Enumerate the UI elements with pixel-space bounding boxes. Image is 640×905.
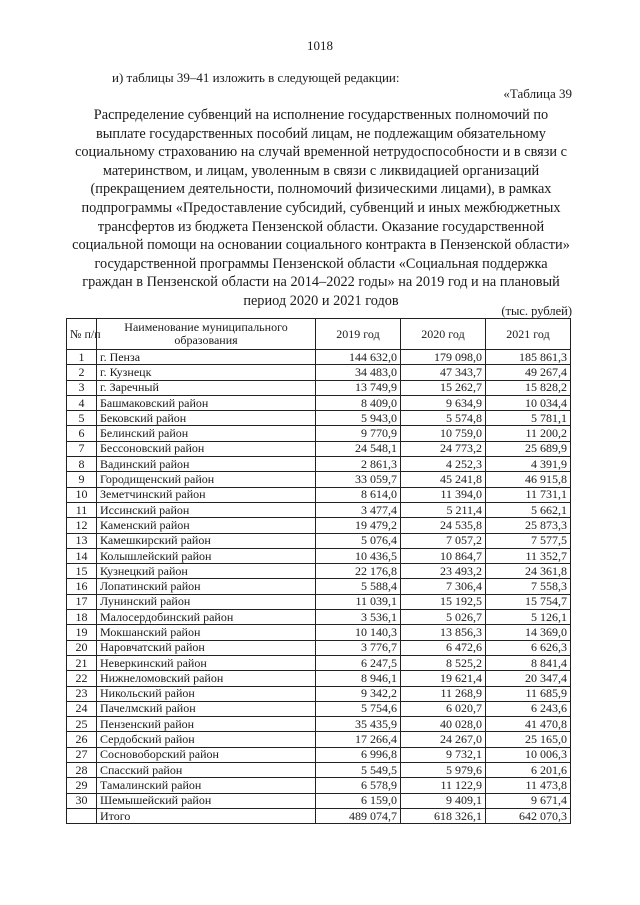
table-header-row [67, 319, 571, 350]
value-2019: 5 754,6 [316, 701, 401, 716]
table-row [67, 579, 571, 594]
header-2020: 2020 год [401, 319, 486, 350]
value-2021: 5 126,1 [486, 610, 571, 625]
row-name: Пачелмский район [97, 701, 316, 716]
row-number: 3 [67, 380, 97, 395]
row-number: 29 [67, 778, 97, 793]
value-2021: 25 165,0 [486, 732, 571, 747]
row-name: Малосердобинский район [97, 610, 316, 625]
row-number: 23 [67, 686, 97, 701]
value-2021: 6 626,3 [486, 640, 571, 655]
row-number: 1 [67, 350, 97, 365]
value-2019: 8 946,1 [316, 671, 401, 686]
value-2020: 10 864,7 [401, 548, 486, 563]
row-name: Нижнеломовский район [97, 671, 316, 686]
value-2021: 11 685,9 [486, 686, 571, 701]
header-name: Наименование муниципального образования [97, 319, 316, 350]
row-name: Наровчатский район [97, 640, 316, 655]
table-row [67, 655, 571, 670]
value-2019: 13 749,9 [316, 380, 401, 395]
value-2021: 14 369,0 [486, 625, 571, 640]
row-name: Вадинский район [97, 457, 316, 472]
row-name: Пензенский район [97, 717, 316, 732]
value-2019: 5 549,5 [316, 763, 401, 778]
table-row [67, 441, 571, 456]
table-row [67, 717, 571, 732]
value-2021: 11 200,2 [486, 426, 571, 441]
value-2019: 35 435,9 [316, 717, 401, 732]
row-number [67, 808, 97, 823]
table-row [67, 365, 571, 380]
table-row [67, 763, 571, 778]
row-number: 19 [67, 625, 97, 640]
value-2021: 642 070,3 [486, 808, 571, 823]
value-2019: 3 477,4 [316, 502, 401, 517]
value-2021: 15 828,2 [486, 380, 571, 395]
value-2021: 11 352,7 [486, 548, 571, 563]
row-number: 22 [67, 671, 97, 686]
value-2021: 5 781,1 [486, 411, 571, 426]
value-2019: 34 483,0 [316, 365, 401, 380]
value-2019: 5 588,4 [316, 579, 401, 594]
value-2021: 25 873,3 [486, 518, 571, 533]
row-number: 4 [67, 395, 97, 410]
row-number: 10 [67, 487, 97, 502]
row-name: Каменский район [97, 518, 316, 533]
value-2019: 6 159,0 [316, 793, 401, 808]
value-2020: 7 057,2 [401, 533, 486, 548]
row-number: 27 [67, 747, 97, 762]
value-2020: 618 326,1 [401, 808, 486, 823]
value-2020: 5 211,4 [401, 502, 486, 517]
table-row [67, 778, 571, 793]
row-name: Неверкинский район [97, 655, 316, 670]
value-2019: 19 479,2 [316, 518, 401, 533]
row-name: Итого [97, 808, 316, 823]
row-number: 30 [67, 793, 97, 808]
table-heading: Распределение субвенций на исполнение государственных полномочий по выплате государственных пособий лицам, не подлежащим обязательному социальному страхованию на случай временной нетрудоспособности и в связи с материнством, и лицам, уволенным в связи с ликвидацией организаций (прекращением деятельности, полномочий физическими лицами), в рамках подпрограммы «Предоставление субсидий, субвенций и иных межбюджетных трансфертов из бюджета Пензенской области. Оказание государственной социальной помощи на основании социального контракта в Пензенской области» государственной программы Пензенской области «Социальная поддержка граждан в Пензенской области на 2014–2022 годы» на 2019 год и на плановый период 2020 и 2021 годов [72, 107, 570, 309]
value-2021: 11 473,8 [486, 778, 571, 793]
row-number: 8 [67, 457, 97, 472]
row-name: Лопатинский район [97, 579, 316, 594]
value-2019: 5 076,4 [316, 533, 401, 548]
value-2021: 49 267,4 [486, 365, 571, 380]
table-row [67, 640, 571, 655]
table-row [67, 502, 571, 517]
table-body [67, 350, 571, 824]
value-2019: 9 770,9 [316, 426, 401, 441]
table-reference: «Таблица 39 [503, 86, 572, 101]
row-name: Колышлейский район [97, 548, 316, 563]
value-2021: 6 201,6 [486, 763, 571, 778]
value-2019: 10 140,3 [316, 625, 401, 640]
units-note: (тыс. рублей) [501, 304, 572, 318]
value-2019: 144 632,0 [316, 350, 401, 365]
row-number: 14 [67, 548, 97, 563]
header-num: № п/п [67, 319, 97, 350]
row-number: 2 [67, 365, 97, 380]
value-2021: 41 470,8 [486, 717, 571, 732]
row-name: Сердобский район [97, 732, 316, 747]
row-number: 26 [67, 732, 97, 747]
row-number: 7 [67, 441, 97, 456]
value-2019: 8 409,0 [316, 395, 401, 410]
table-row [67, 350, 571, 365]
value-2020: 9 409,1 [401, 793, 486, 808]
row-name: Городищенский район [97, 472, 316, 487]
table-row [67, 548, 571, 563]
header-2021: 2021 год [486, 319, 571, 350]
row-name: Бековский район [97, 411, 316, 426]
value-2021: 24 361,8 [486, 564, 571, 579]
value-2020: 5 026,7 [401, 610, 486, 625]
table-row [67, 395, 571, 410]
page-number: 1018 [307, 38, 333, 53]
value-2021: 25 689,9 [486, 441, 571, 456]
value-2021: 15 754,7 [486, 594, 571, 609]
row-name: Никольский район [97, 686, 316, 701]
row-number: 9 [67, 472, 97, 487]
row-name: Бессоновский район [97, 441, 316, 456]
value-2019: 6 578,9 [316, 778, 401, 793]
table-row [67, 426, 571, 441]
row-name: г. Пенза [97, 350, 316, 365]
table-row [67, 671, 571, 686]
row-name: Шемышейский район [97, 793, 316, 808]
value-2020: 7 306,4 [401, 579, 486, 594]
value-2021: 185 861,3 [486, 350, 571, 365]
value-2020: 9 732,1 [401, 747, 486, 762]
row-number: 24 [67, 701, 97, 716]
value-2021: 4 391,9 [486, 457, 571, 472]
table-row [67, 457, 571, 472]
table-row [67, 594, 571, 609]
table-row [67, 472, 571, 487]
row-name: Иссинский район [97, 502, 316, 517]
value-2019: 9 342,2 [316, 686, 401, 701]
row-name: Сосновоборский район [97, 747, 316, 762]
value-2021: 46 915,8 [486, 472, 571, 487]
table-row [67, 487, 571, 502]
value-2019: 3 536,1 [316, 610, 401, 625]
value-2020: 10 759,0 [401, 426, 486, 441]
row-number: 12 [67, 518, 97, 533]
subventions-table [66, 318, 571, 824]
value-2020: 6 020,7 [401, 701, 486, 716]
row-number: 16 [67, 579, 97, 594]
row-name: Кузнецкий район [97, 564, 316, 579]
row-name: Лунинский район [97, 594, 316, 609]
row-name: Спасский район [97, 763, 316, 778]
intro-text: и) таблицы 39–41 изложить в следующей редакции: [112, 70, 400, 85]
value-2021: 7 558,3 [486, 579, 571, 594]
row-number: 13 [67, 533, 97, 548]
value-2019: 8 614,0 [316, 487, 401, 502]
value-2019: 10 436,5 [316, 548, 401, 563]
table-row [67, 625, 571, 640]
value-2020: 5 979,6 [401, 763, 486, 778]
value-2020: 179 098,0 [401, 350, 486, 365]
value-2020: 40 028,0 [401, 717, 486, 732]
value-2019: 6 247,5 [316, 655, 401, 670]
table-row [67, 793, 571, 808]
value-2020: 24 267,0 [401, 732, 486, 747]
row-number: 11 [67, 502, 97, 517]
value-2021: 7 577,5 [486, 533, 571, 548]
table-row [67, 533, 571, 548]
table-row [67, 411, 571, 426]
value-2019: 2 861,3 [316, 457, 401, 472]
row-name: Камешкирский район [97, 533, 316, 548]
value-2019: 17 266,4 [316, 732, 401, 747]
total-row [67, 808, 571, 823]
value-2021: 5 662,1 [486, 502, 571, 517]
row-number: 6 [67, 426, 97, 441]
value-2020: 24 535,8 [401, 518, 486, 533]
table-row [67, 732, 571, 747]
table-row [67, 747, 571, 762]
value-2020: 24 773,2 [401, 441, 486, 456]
value-2019: 3 776,7 [316, 640, 401, 655]
table-row [67, 701, 571, 716]
row-number: 17 [67, 594, 97, 609]
table-row [67, 518, 571, 533]
value-2019: 5 943,0 [316, 411, 401, 426]
value-2020: 11 394,0 [401, 487, 486, 502]
value-2020: 23 493,2 [401, 564, 486, 579]
value-2019: 489 074,7 [316, 808, 401, 823]
value-2019: 33 059,7 [316, 472, 401, 487]
value-2020: 15 192,5 [401, 594, 486, 609]
row-number: 18 [67, 610, 97, 625]
value-2019: 22 176,8 [316, 564, 401, 579]
value-2020: 11 268,9 [401, 686, 486, 701]
value-2020: 4 252,3 [401, 457, 486, 472]
value-2021: 9 671,4 [486, 793, 571, 808]
value-2020: 8 525,2 [401, 655, 486, 670]
row-name: Мокшанский район [97, 625, 316, 640]
value-2020: 15 262,7 [401, 380, 486, 395]
value-2020: 9 634,9 [401, 395, 486, 410]
value-2020: 19 621,4 [401, 671, 486, 686]
value-2021: 10 006,3 [486, 747, 571, 762]
value-2020: 45 241,8 [401, 472, 486, 487]
row-number: 25 [67, 717, 97, 732]
value-2021: 10 034,4 [486, 395, 571, 410]
row-number: 21 [67, 655, 97, 670]
row-name: Земетчинский район [97, 487, 316, 502]
row-number: 15 [67, 564, 97, 579]
row-name: Тамалинский район [97, 778, 316, 793]
value-2020: 6 472,6 [401, 640, 486, 655]
row-name: Белинский район [97, 426, 316, 441]
value-2021: 20 347,4 [486, 671, 571, 686]
value-2019: 11 039,1 [316, 594, 401, 609]
table-row [67, 564, 571, 579]
value-2020: 5 574,8 [401, 411, 486, 426]
value-2020: 13 856,3 [401, 625, 486, 640]
table-row [67, 380, 571, 395]
table-row [67, 686, 571, 701]
row-number: 28 [67, 763, 97, 778]
value-2021: 6 243,6 [486, 701, 571, 716]
value-2019: 24 548,1 [316, 441, 401, 456]
row-name: г. Кузнецк [97, 365, 316, 380]
value-2021: 11 731,1 [486, 487, 571, 502]
value-2020: 47 343,7 [401, 365, 486, 380]
value-2021: 8 841,4 [486, 655, 571, 670]
row-number: 5 [67, 411, 97, 426]
header-2019: 2019 год [316, 319, 401, 350]
row-name: Башмаковский район [97, 395, 316, 410]
row-number: 20 [67, 640, 97, 655]
value-2020: 11 122,9 [401, 778, 486, 793]
value-2019: 6 996,8 [316, 747, 401, 762]
table-row [67, 610, 571, 625]
row-name: г. Заречный [97, 380, 316, 395]
